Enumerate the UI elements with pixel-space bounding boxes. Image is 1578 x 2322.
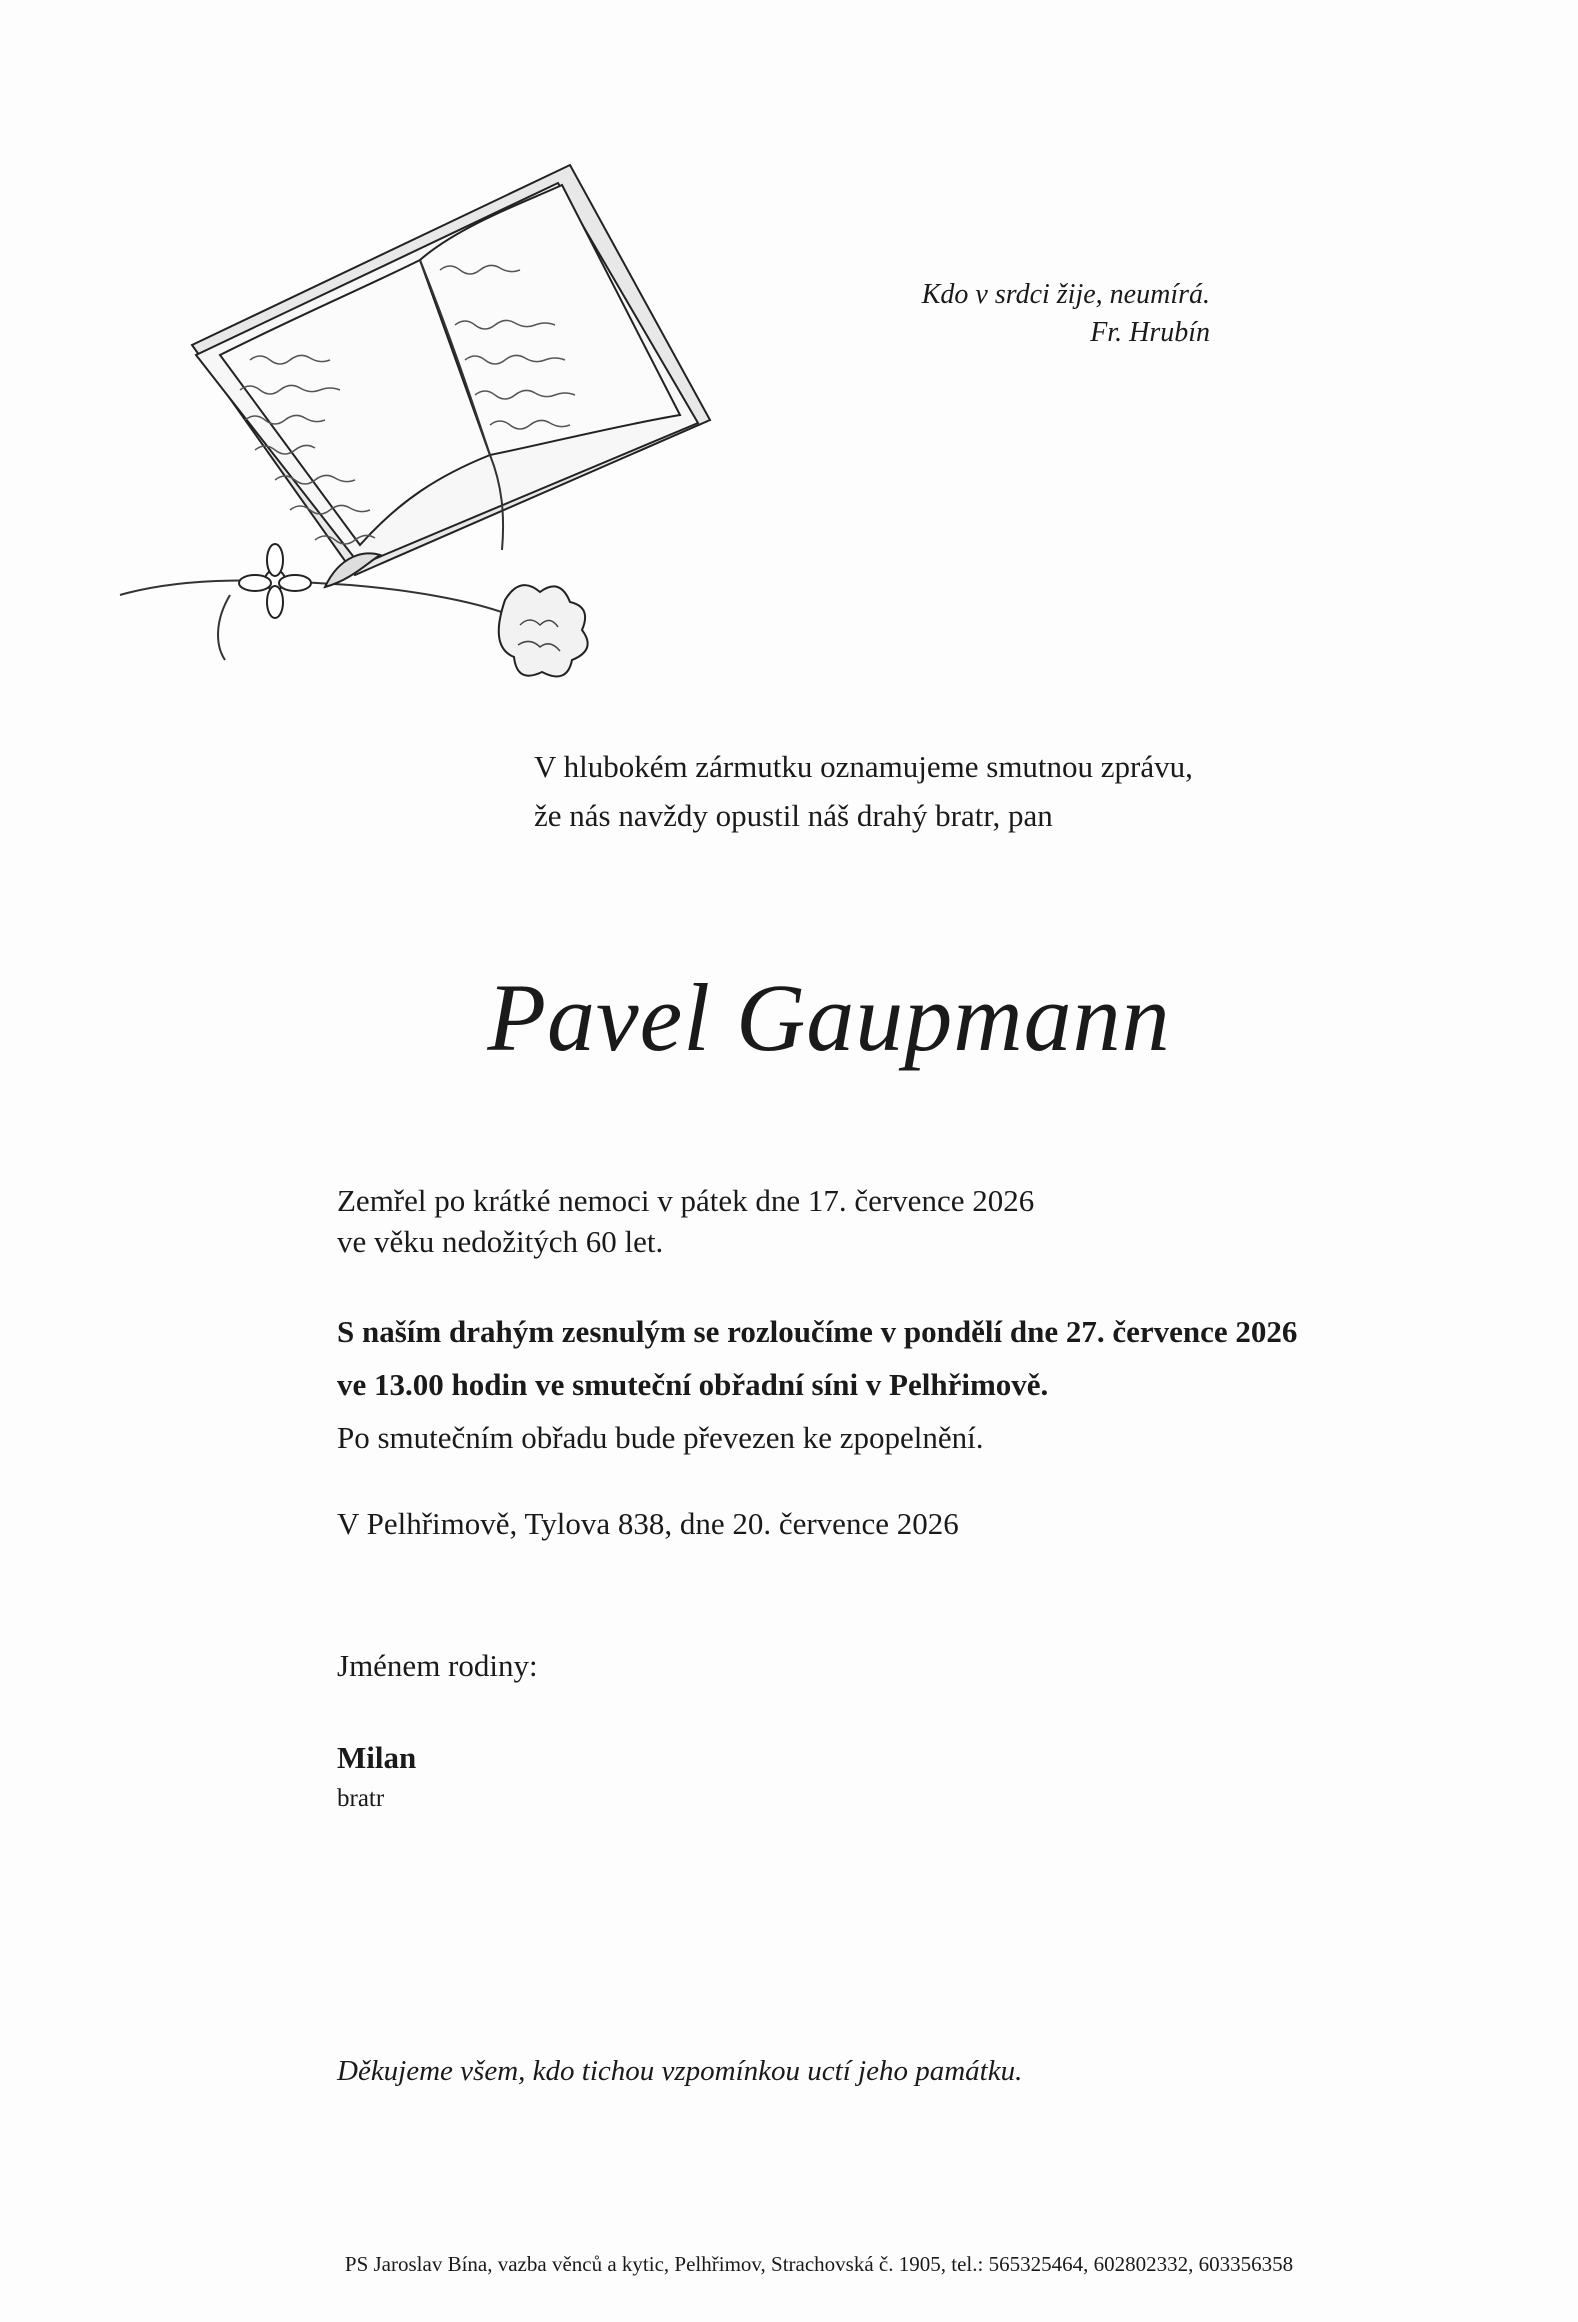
death-info-line-2: ve věku nedožitých 60 let. [337, 1224, 664, 1259]
family-label: Jménem rodiny: [337, 1648, 538, 1683]
death-info-line-1: Zemřel po krátké nemoci v pátek dne 17. července 2026 [337, 1183, 1035, 1218]
place-and-date: V Pelhřimově, Tylova 838, dne 20. července 2026 [337, 1506, 959, 1541]
announcement-line-1: V hlubokém zármutku oznamujeme smutnou zprávu, [534, 749, 1193, 784]
thanks-line: Děkujeme všem, kdo tichou vzpomínkou uctí jeho památku. [337, 2055, 1023, 2087]
quote-text: Kdo v srdci žije, neumírá. [921, 279, 1210, 310]
death-info [337, 1180, 1034, 1262]
announcement [534, 742, 1193, 840]
farewell-line-1: S naším drahým zesnulým se rozloučíme v pondělí dne 27. července 2026 [337, 1314, 1298, 1349]
footer-imprint: PS Jaroslav Bína, vazba věnců a kytic, Pelhřimov, Strachovská č. 1905, tel.: 565325464, 602802332, 603356358 [344, 2252, 1294, 2276]
announcement-line-2: že nás navždy opustil náš drahý bratr, pan [534, 798, 1053, 833]
quote-author: Fr. Hrubín [1090, 317, 1210, 348]
signer-relation: bratr [337, 1785, 385, 1812]
deceased-name: Pavel Gaupmann [487, 964, 1171, 1071]
epigraph-quote [922, 276, 1210, 352]
farewell-info [337, 1305, 1297, 1464]
farewell-line-2: ve 13.00 hodin ve smuteční obřadní síni v Pelhřimově. [337, 1367, 1049, 1402]
signer-name: Milan [337, 1740, 417, 1775]
farewell-line-3: Po smutečním obřadu bude převezen ke zpopelnění. [337, 1420, 984, 1455]
book-with-flowers-illustration [110, 155, 730, 715]
